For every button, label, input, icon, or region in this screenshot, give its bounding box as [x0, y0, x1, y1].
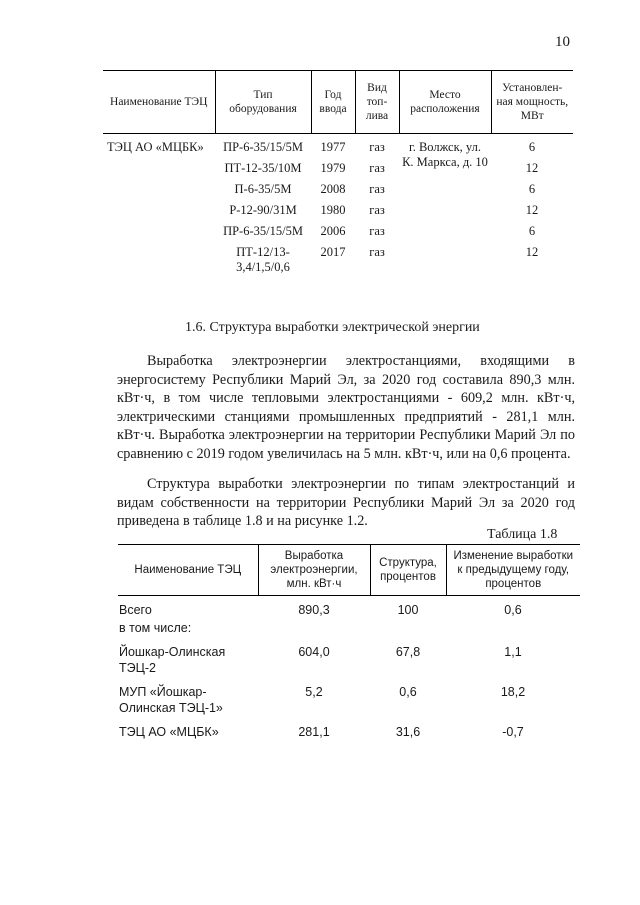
- cell-year: 2006: [320, 224, 346, 238]
- cell-year: 1980: [320, 203, 346, 217]
- cell-capacity: 12: [525, 203, 539, 217]
- table-row: [103, 218, 573, 239]
- table-row: [118, 596, 580, 619]
- header-plant-name: Наименование ТЭЦ: [103, 71, 215, 134]
- cell-share: 31,6: [395, 725, 421, 739]
- cell-share: 0,6: [399, 685, 417, 699]
- equipment-table: [103, 70, 573, 275]
- cell-equipment: ПР-6-35/15/5М: [223, 140, 303, 154]
- page-number: 10: [555, 34, 570, 50]
- table-row: [118, 716, 580, 740]
- cell-share: 67,8: [395, 645, 421, 659]
- cell-name: [103, 218, 215, 239]
- cell-equipment: ПТ-12/13-3,4/1,5/0,6: [236, 245, 290, 274]
- table-row: [118, 636, 580, 676]
- cell-capacity: 6: [528, 140, 536, 154]
- table-header-row: [118, 545, 580, 596]
- cell-equipment: Р-12-90/31М: [229, 203, 297, 217]
- cell-capacity: 12: [525, 161, 539, 175]
- cell-equipment: ПР-6-35/15/5М: [223, 224, 303, 238]
- header-location: Место расположения: [399, 71, 491, 134]
- cell-location: [399, 176, 491, 197]
- cell-name: Всего: [119, 603, 152, 617]
- table-row: [103, 155, 573, 176]
- cell-year: 2008: [320, 182, 346, 196]
- cell-year: 1979: [320, 161, 346, 175]
- cell-share: [370, 618, 446, 636]
- cell-fuel: газ: [369, 161, 385, 175]
- generation-structure-table: [118, 544, 580, 740]
- header-equipment-type: Тип оборудования: [215, 71, 311, 134]
- table-label: Таблица 1.8: [487, 527, 558, 542]
- cell-name: [103, 176, 215, 197]
- cell-name: [103, 155, 215, 176]
- cell-name: ТЭЦ АО «МЦБК»: [107, 140, 204, 154]
- cell-fuel: газ: [369, 182, 385, 196]
- table-row: [103, 197, 573, 218]
- cell-output: 890,3: [298, 603, 330, 617]
- cell-equipment: П-6-35/5М: [234, 182, 292, 196]
- paragraph-text: Выработка электроэнергии электростанциями, входящими в энергосистему Республики Марий Эл, за 2020 год составила 890,3 млн. кВт·ч, в том числе тепловыми электростанциями - 609,2 млн. кВт·ч, электрическими станциями промышленных предприятий - 281,1 млн. кВт·ч. Выработка электроэнергии на территории Республики Марий Эл по сравнению с 2019 годом увеличилась на 5 млн. кВт·ч, или на 0,6 процента.: [117, 353, 575, 462]
- section-heading: 1.6. Структура выработки электрической энергии: [185, 320, 480, 335]
- cell-change: -0,7: [502, 725, 524, 739]
- cell-location: г. Волжск, ул. К. Маркса, д. 10: [402, 140, 488, 169]
- cell-output: 5,2: [305, 685, 323, 699]
- cell-share: 100: [397, 603, 419, 617]
- cell-name: [103, 239, 215, 275]
- cell-output: [258, 618, 370, 636]
- cell-name: в том числе:: [119, 621, 192, 635]
- cell-equipment: ПТ-12-35/10М: [224, 161, 302, 175]
- cell-location: [399, 197, 491, 218]
- table-row: [118, 676, 580, 716]
- paragraph-text: Структура выработки электроэнергии по типам электростанций и видам собственности на территории Республики Марий Эл за 2020 год приведена в таблице 1.8 и на рисунке 1.2.: [117, 476, 575, 530]
- cell-capacity: 6: [528, 224, 536, 238]
- table-header-row: [103, 71, 573, 134]
- table-row: [118, 618, 580, 636]
- table-row: [103, 176, 573, 197]
- header-change: Изменение выработки к предыдущему году, процентов: [446, 545, 580, 596]
- header-plant-name: Наименование ТЭЦ: [118, 545, 258, 596]
- cell-name: ТЭЦ АО «МЦБК»: [119, 725, 219, 739]
- cell-output: 604,0: [298, 645, 330, 659]
- cell-change: [446, 618, 580, 636]
- header-year: Год ввода: [311, 71, 355, 134]
- cell-capacity: 12: [525, 245, 539, 259]
- cell-change: 18,2: [500, 685, 526, 699]
- paragraph-generation: [117, 352, 575, 464]
- cell-fuel: газ: [369, 245, 385, 259]
- cell-name: [103, 197, 215, 218]
- cell-name: Йошкар-Олинская ТЭЦ-2: [119, 645, 226, 675]
- table-row: [103, 239, 573, 275]
- cell-change: 0,6: [504, 603, 522, 617]
- cell-location: [399, 218, 491, 239]
- cell-year: 1977: [320, 140, 346, 154]
- header-output: Выработка электроэнергии, млн. кВт·ч: [258, 545, 370, 596]
- cell-name: МУП «Йошкар-Олинская ТЭЦ-1»: [119, 685, 223, 715]
- header-structure: Структура, процентов: [370, 545, 446, 596]
- header-capacity: Установлен-ная мощность, МВт: [491, 71, 573, 134]
- cell-fuel: газ: [369, 140, 385, 154]
- cell-capacity: 6: [528, 182, 536, 196]
- cell-year: 2017: [320, 245, 346, 259]
- cell-fuel: газ: [369, 224, 385, 238]
- cell-location: [399, 239, 491, 275]
- cell-change: 1,1: [504, 645, 522, 659]
- cell-fuel: газ: [369, 203, 385, 217]
- table-row: [103, 134, 573, 156]
- paragraph-structure: [117, 475, 575, 531]
- cell-output: 281,1: [298, 725, 330, 739]
- header-fuel: Вид топ-лива: [355, 71, 399, 134]
